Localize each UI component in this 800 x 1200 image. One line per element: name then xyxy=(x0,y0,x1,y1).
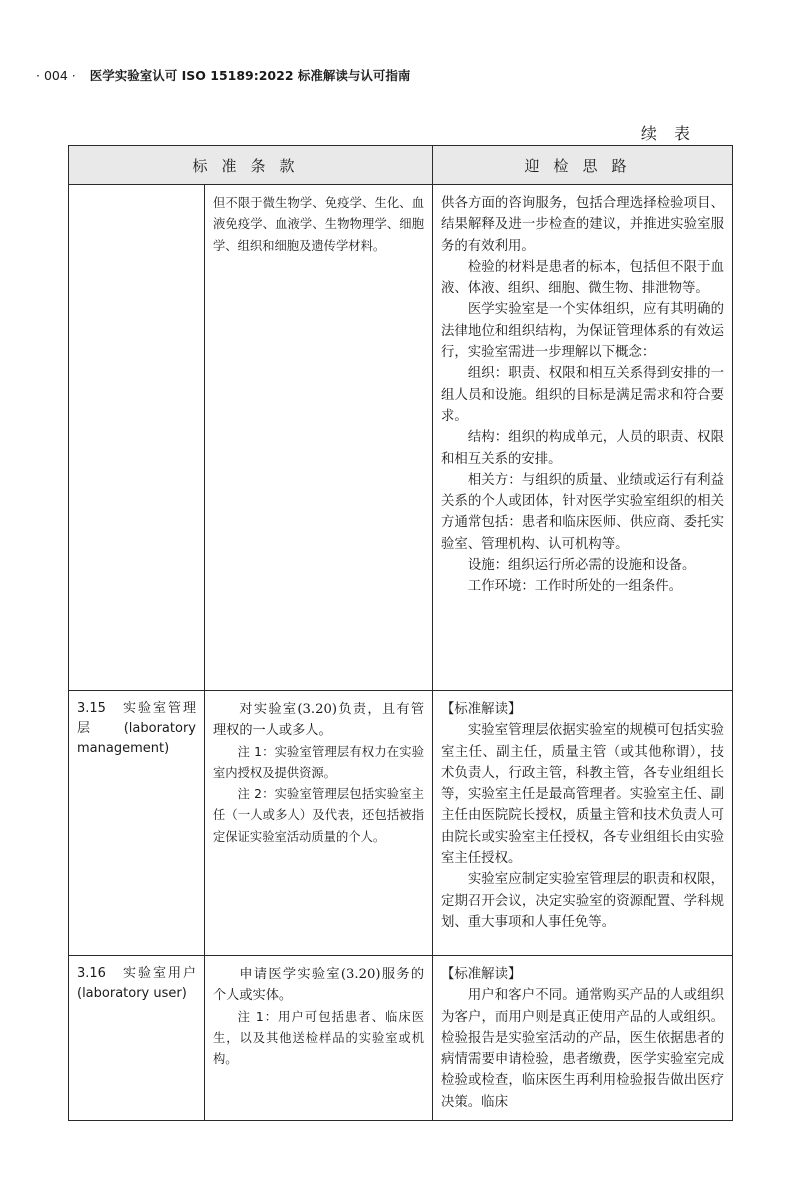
guide-paragraph: 实验室管理层依据实验室的规模可包括实验室主任、副主任，质量主管（或其他称谓），技术负责人，行政主管，科教主管，各专业组组长等，实验室主任是最高管理者。实验室主任、副主任由医院院长授权，质量主管和技术负责人可由院长或实验室主任授权，各专业组组长由实验室主任授权。 xyxy=(441,723,725,867)
guide-paragraph: 设施：组织运行所必需的设施和设备。 xyxy=(467,558,696,574)
term-label xyxy=(69,185,204,199)
clause-note: 注 1：实验室管理层有权力在实验室内授权及提供资源。 xyxy=(213,744,425,780)
guide-cell xyxy=(433,691,733,956)
column-header-standard: 标准条款 xyxy=(69,146,433,185)
clause-text: 申请医学实验室(3.20)服务的个人或实体。 xyxy=(213,967,425,1004)
table-header-row xyxy=(69,146,733,185)
term-cell xyxy=(69,691,205,956)
standard-table xyxy=(68,145,733,1121)
clause-text: 对实验室(3.20)负责，且有管理权的一人或多人。 xyxy=(213,702,425,739)
running-head xyxy=(36,66,410,84)
clause-text: 但不限于微生物学、免疫学、生化、血液免疫学、血液学、生物物理学、细胞学、组织和细胞及遗传学材料。 xyxy=(213,196,425,253)
term-label: 3.15 实验室管理层(laboratory management) xyxy=(77,701,196,756)
book-title: 医学实验室认可 ISO 15189:2022 标准解读与认可指南 xyxy=(89,68,411,83)
clause-note: 注 1：用户可包括患者、临床医生，以及其他送检样品的实验室或机构。 xyxy=(213,1009,425,1067)
term-cell xyxy=(69,185,205,691)
table-row xyxy=(69,691,733,956)
table-row xyxy=(69,185,733,691)
continued-label: 续 表 xyxy=(640,124,696,143)
guide-paragraph: 医学实验室是一个实体组织，应有其明确的法律地位和组织结构，为保证管理体系的有效运行，实验室需进一步理解以下概念： xyxy=(441,302,725,361)
table-row xyxy=(69,956,733,1121)
term-cell xyxy=(69,956,205,1121)
guide-paragraph: 结构：组织的构成单元，人员的职责、权限和相互关系的安排。 xyxy=(441,430,725,467)
guide-heading: 【标准解读】 xyxy=(441,967,522,982)
guide-paragraph: 供各方面的咨询服务，包括合理选择检验项目、结果解释及进一步检查的建议，并推进实验室服务的有效利用。 xyxy=(441,196,725,254)
column-header-inspection: 迎检思路 xyxy=(433,146,733,185)
guide-paragraph: 实验室应制定实验室管理层的职责和权限，定期召开会议，决定实验室的资源配置、学科规划、重大事项和人事任免等。 xyxy=(441,872,725,930)
guide-paragraph: 检验的材料是患者的标本，包括但不限于血液、体液、组织、细胞、微生物、排泄物等。 xyxy=(441,259,725,297)
clause-cell xyxy=(205,185,433,691)
clause-note: 注 2：实验室管理层包括实验室主任（一人或多人）及代表，还包括被指定保证实验室活动质量的个人。 xyxy=(213,787,425,844)
guide-heading: 【标准解读】 xyxy=(441,702,522,717)
guide-cell xyxy=(433,185,733,691)
clause-cell xyxy=(205,691,433,956)
term-label: 3.16 实验室用户(laboratory user) xyxy=(77,966,196,1001)
guide-paragraph: 用户和客户不同。通常购买产品的人或组织为客户，而用户则是真正使用产品的人或组织。检验报告是实验室活动的产品，医生依据患者的病情需要申请检验，患者缴费，医学实验室完成检验或检查，临床医生再利用检验报告做出医疗决策。临床 xyxy=(441,988,725,1110)
page-number: · 004 · xyxy=(36,68,76,83)
guide-paragraph: 工作环境：工作时所处的一组条件。 xyxy=(467,579,683,595)
guide-cell xyxy=(433,956,733,1121)
guide-paragraph: 相关方：与组织的质量、业绩或运行有利益关系的个人或团体，针对医学实验室组织的相关方通常包括：患者和临床医师、供应商、委托实验室、管理机构、认可机构等。 xyxy=(441,472,725,552)
guide-paragraph: 组织：职责、权限和相互关系得到安排的一组人员和设施。组织的目标是满足需求和符合要求。 xyxy=(441,366,725,424)
clause-cell xyxy=(205,956,433,1121)
